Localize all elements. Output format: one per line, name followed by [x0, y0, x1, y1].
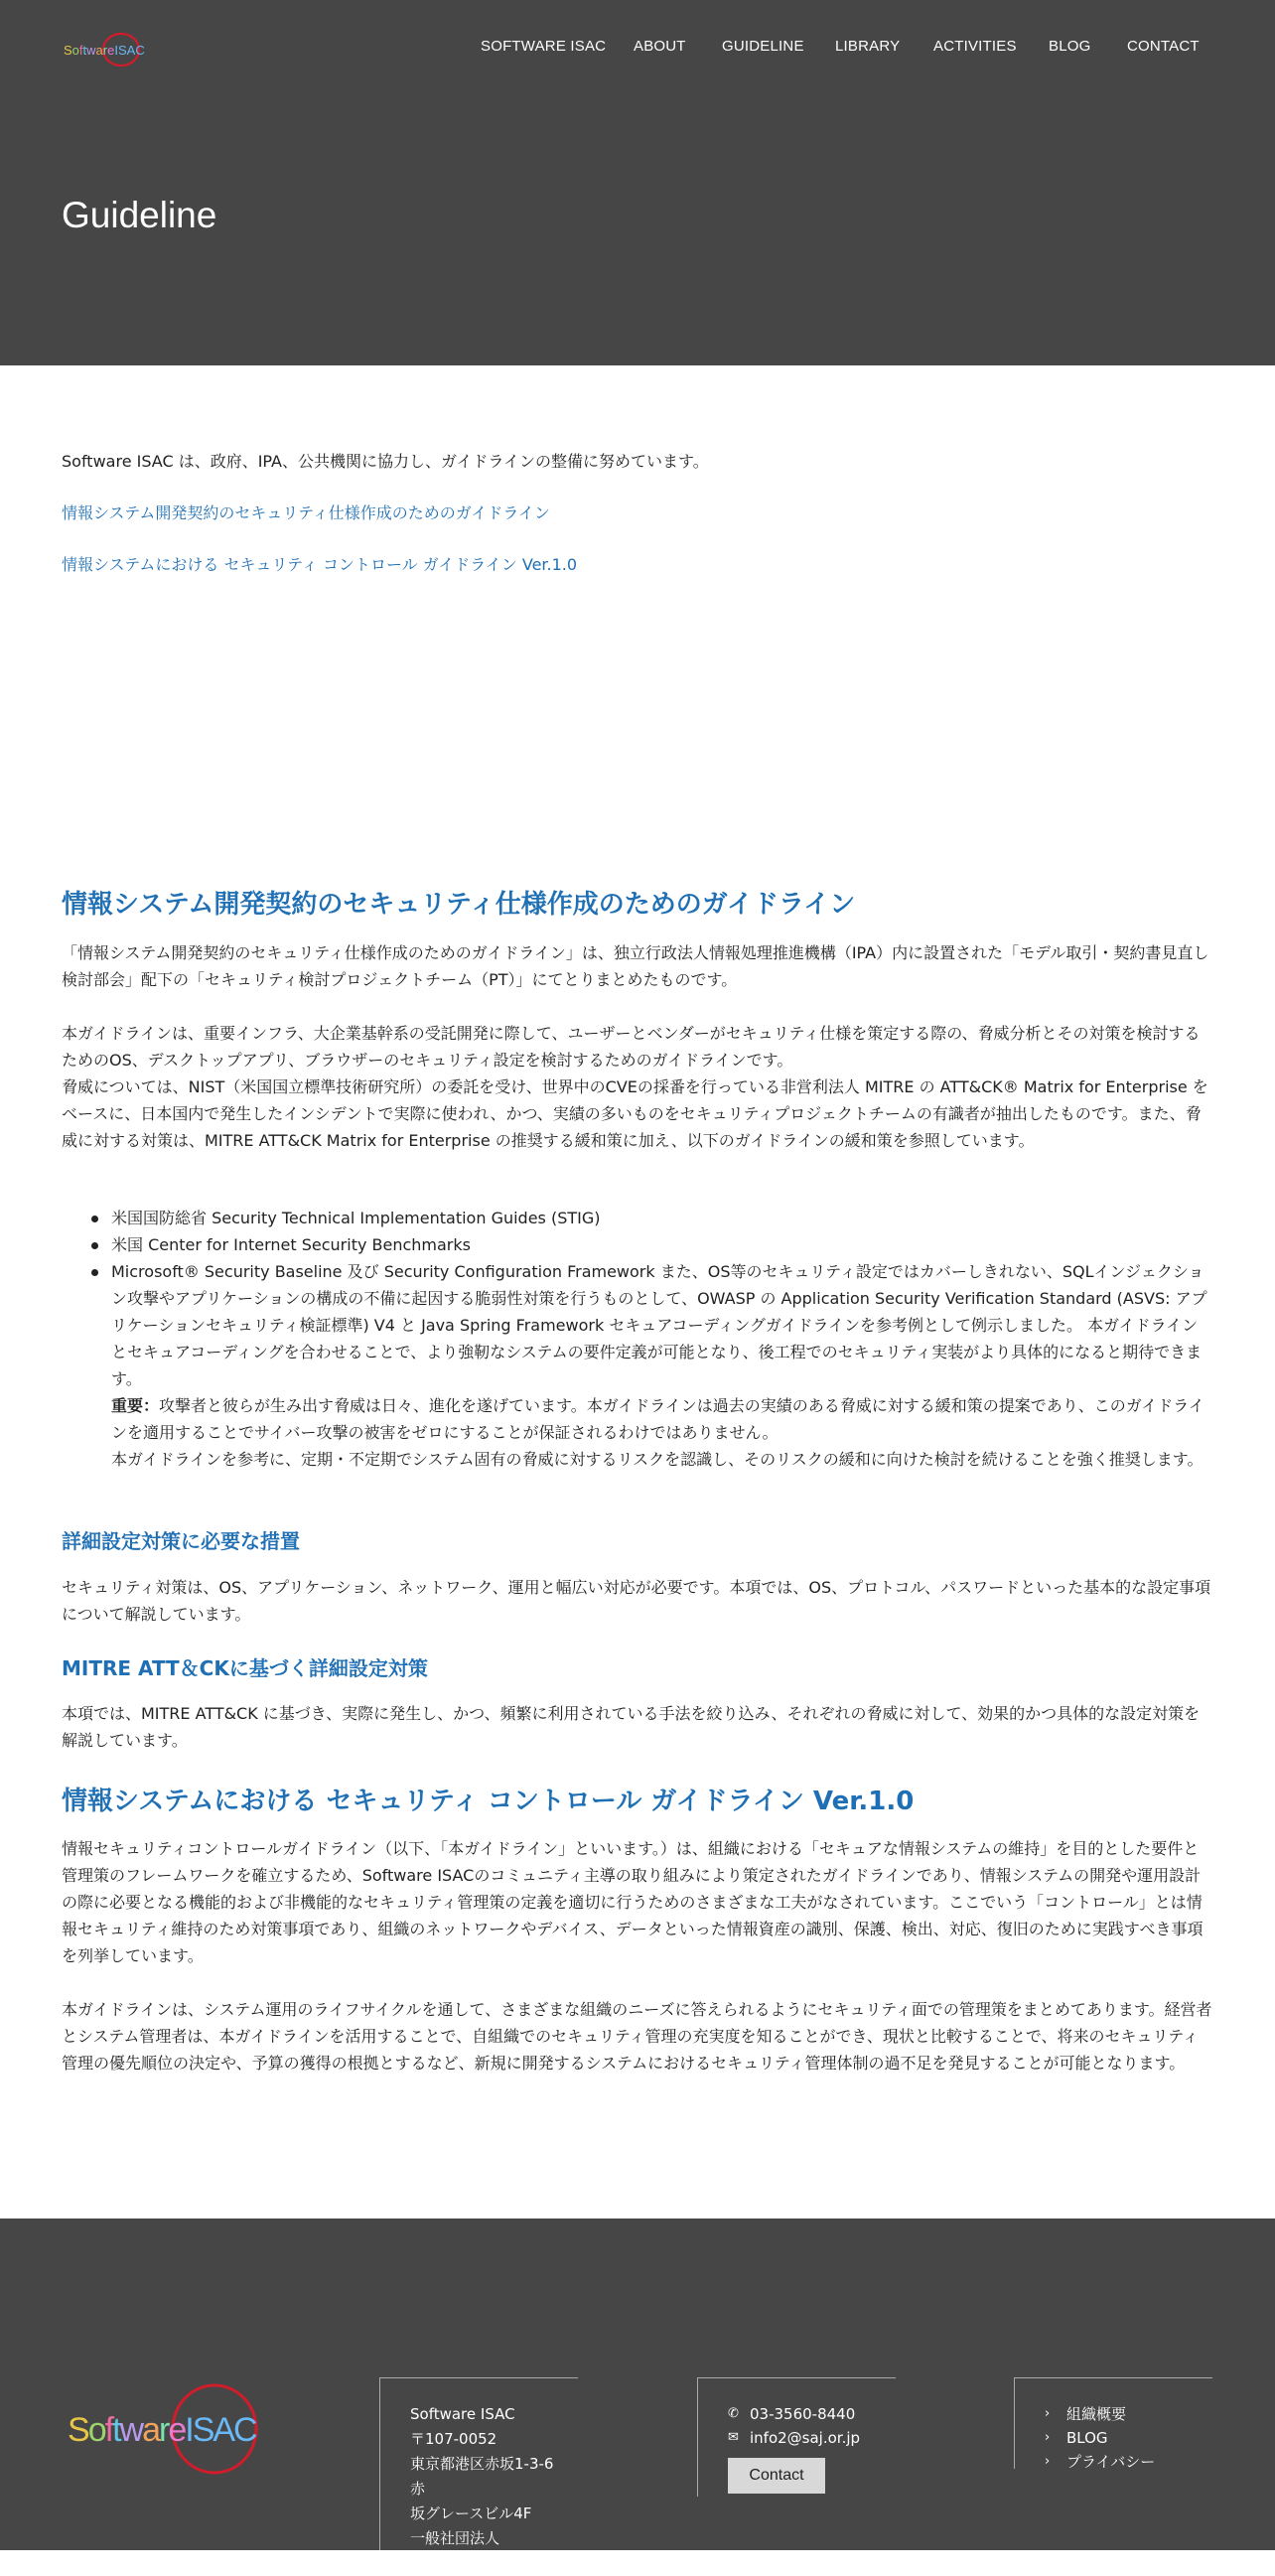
footer-address	[379, 2377, 578, 2572]
nav-guideline[interactable]: GUIDELINE	[722, 38, 804, 55]
section1-heading: 情報システム開発契約のセキュリティ仕様作成のためのガイドライン	[62, 890, 856, 920]
address-line: 東京都港区赤坂1-3-6 赤	[410, 2455, 569, 2498]
link-guideline-1[interactable]: 情報システム開発契約のセキュリティ仕様作成のためのガイドライン	[62, 503, 550, 522]
address-line: Software ISAC	[410, 2405, 515, 2423]
list-item: Microsoft® Security Baseline 及び Security Configuration Framework また、OS等のセキュリティ設定ではカバーしきれない、SQLインジェクション攻撃やアプリケーションの構成の不備に起因する脆弱性対策を行うものとして、OWASP の Application Security Verification Standard (ASVS: アプリケーションセキュリティ検証標準) V4 と Java Spring Framework セキュアコーディングガイドラインを参考例として例示しました。 本ガイドラインとセキュアコーディングを合わせることで、より強靭なシステムの要件定義が可能となり、後工程でのセキュリティ実装がより具体的になると期待できます。	[62, 1258, 1213, 1392]
important-label: 重要：	[111, 1396, 160, 1415]
footer-logo-text: SoftwareISAC	[68, 2411, 256, 2449]
chevron-right-icon: ›	[1045, 2406, 1051, 2421]
nav-blog[interactable]: BLOG	[1049, 38, 1091, 55]
sub2-text: 本項では、MITRE ATT&CK に基づき、実際に発生し、かつ、頻繁に利用されている手法を絞り込み、それぞれの脅威に対して、効果的かつ具体的な設定対策を解説しています。	[62, 1704, 1201, 1750]
section2-paragraph-1: 情報セキュリティコントロールガイドライン（以下、「本ガイドライン」といいます。）は、組織における「セキュアな情報システムの維持」を目的とした要件と管理策のフレームワークを確立するため、Software ISACのコミュニティ主導の取り組みにより策定されたガイドラインであり、情報システムの開発や運用設計の際に必要となる機能的および非機能的なセキュリティ管理策の定義を適切に行うためのさまざまな工夫がなされています。ここでいう「コントロール」とは情報セキュリティ維持のため対策事項であり、組織のネットワークやデバイス、データといった情報資産の識別、保護、検出、対応、復旧のために実践すべき事項を列挙しています。	[62, 1839, 1204, 1965]
footer-link-label: プライバシー	[1066, 2453, 1156, 2471]
list-item: 米国 Center for Internet Security Benchmarks	[62, 1231, 1213, 1258]
footer-phone[interactable]	[728, 2402, 896, 2426]
intro-text: Software ISAC は、政府、IPA、公共機関に協力し、ガイドラインの整備に努めています。	[62, 452, 709, 471]
important-text: 攻撃者と彼らが生み出す脅威は日々、進化を遂げています。本ガイドラインは過去の実績のある脅威に対する緩和策の提案であり、このガイドラインを適用することでサイバー攻撃の被害をゼロにすることが保証されるわけではありません。	[111, 1396, 1204, 1442]
closing-note: 本ガイドラインを参考に、定期・不定期でシステム固有の脅威に対するリスクを認識し、そのリスクの緩和に向けた検討を続けることを強く推奨します。	[111, 1450, 1204, 1469]
address-line: 坂グレースビル4F	[410, 2504, 532, 2522]
footer-link-blog[interactable]	[1045, 2426, 1212, 2450]
footer-links	[1014, 2377, 1212, 2469]
chevron-right-icon: ›	[1045, 2454, 1051, 2469]
footer-link-about[interactable]	[1045, 2402, 1212, 2426]
list-item: 米国国防総省 Security Technical Implementation Guides (STIG)	[62, 1205, 1213, 1231]
important-note	[62, 1392, 1213, 1446]
nav-library[interactable]: LIBRARY	[835, 38, 901, 55]
page-title: Guideline	[62, 195, 217, 235]
nav-contact[interactable]: CONTACT	[1127, 38, 1200, 55]
contact-button[interactable]: Contact	[728, 2458, 825, 2494]
footer-link-privacy[interactable]	[1045, 2450, 1212, 2474]
sub2-heading: MITRE ATT＆CKに基づく詳細設定対策	[62, 1656, 428, 1680]
footer-link-label: BLOG	[1066, 2429, 1108, 2447]
footer-email[interactable]	[728, 2426, 896, 2450]
address-line: 一般社団法人	[410, 2529, 500, 2547]
link-guideline-2[interactable]: 情報システムにおける セキュリティ コントロール ガイドライン Ver.1.0	[62, 555, 578, 574]
section1-paragraph-3: 脅威については、NIST（米国国立標準技術研究所）の委託を受け、世界中のCVEの採番を行っている非営利法人 MITRE の ATT&CK® Matrix for Enterprise をベースに、日本国内で発生したインシデントで実際に使われ、かつ、実績の多いものをセキュリティプロジェクトチームの有識者が抽出したものです。また、脅威に対する対策は、MITRE ATT&CK Matrix for Enterprise の推奨する緩和策に加え、以下のガイドラインの緩和策を参照しています。	[62, 1077, 1208, 1150]
phone-icon: ✆	[728, 2406, 739, 2421]
section1-paragraph-1: 「情報システム開発契約のセキュリティ仕様作成のためのガイドライン」は、独立行政法人情報処理推進機構（IPA）内に設置された「モデル取引・契約書見直し検討部会」配下の「セキュリティ検討プロジェクトチーム（PT）」にてとりまとめたものです。	[62, 943, 1209, 989]
email-address: info2@saj.or.jp	[750, 2429, 861, 2447]
phone-number: 03-3560-8440	[750, 2405, 856, 2423]
address-line: 〒107-0052	[410, 2430, 497, 2448]
nav-activities[interactable]: ACTIVITIES	[933, 38, 1017, 55]
sub1-text: セキュリティ対策は、OS、アプリケーション、ネットワーク、運用と幅広い対応が必要です。本項では、OS、プロトコル、パスワードといった基本的な設定事項について解説しています。	[62, 1578, 1211, 1624]
section1-paragraph-2: 本ガイドラインは、重要インフラ、大企業基幹系の受託開発に際して、ユーザーとベンダーがセキュリティ仕様を策定する際の、脅威分析とその対策を検討するためのOS、デスクトップアプリ、ブラウザーのセキュリティ設定を検討するためのガイドラインです。	[62, 1024, 1201, 1070]
nav-software-isac[interactable]: SOFTWARE ISAC	[481, 38, 607, 55]
section2-paragraph-2: 本ガイドラインは、システム運用のライフサイクルを通して、さまざまな組織のニーズに答えられるようにセキュリティ面での管理策をまとめてあります。経営者とシステム管理者は、本ガイドラインを活用することで、自組織でのセキュリティ管理の充実度を知ることができ、現状と比較することで、将来のセキュリティ管理の優先順位の決定や、予算の獲得の根拠とするなど、新規に開発するシステムにおけるセキュリティ管理体制の過不足を発見することが可能となります。	[62, 2000, 1212, 2073]
nav-about[interactable]: ABOUT	[634, 38, 686, 55]
footer-logo[interactable]	[66, 2381, 260, 2477]
page-header	[0, 0, 1275, 365]
section2-heading: 情報システムにおける セキュリティ コントロール ガイドライン Ver.1.0	[62, 1787, 915, 1816]
footer-link-label: 組織概要	[1066, 2405, 1127, 2423]
chevron-right-icon: ›	[1045, 2430, 1051, 2445]
site-logo[interactable]	[62, 30, 145, 70]
footer-contact	[697, 2377, 896, 2497]
envelope-icon: ✉	[728, 2430, 739, 2445]
address-line: ソフトウェア協会内	[410, 2554, 544, 2572]
logo-text: SoftwareISAC	[64, 43, 145, 58]
sub1-heading: 詳細設定対策に必要な措置	[62, 1529, 300, 1553]
mitigation-list	[62, 1205, 1213, 1473]
